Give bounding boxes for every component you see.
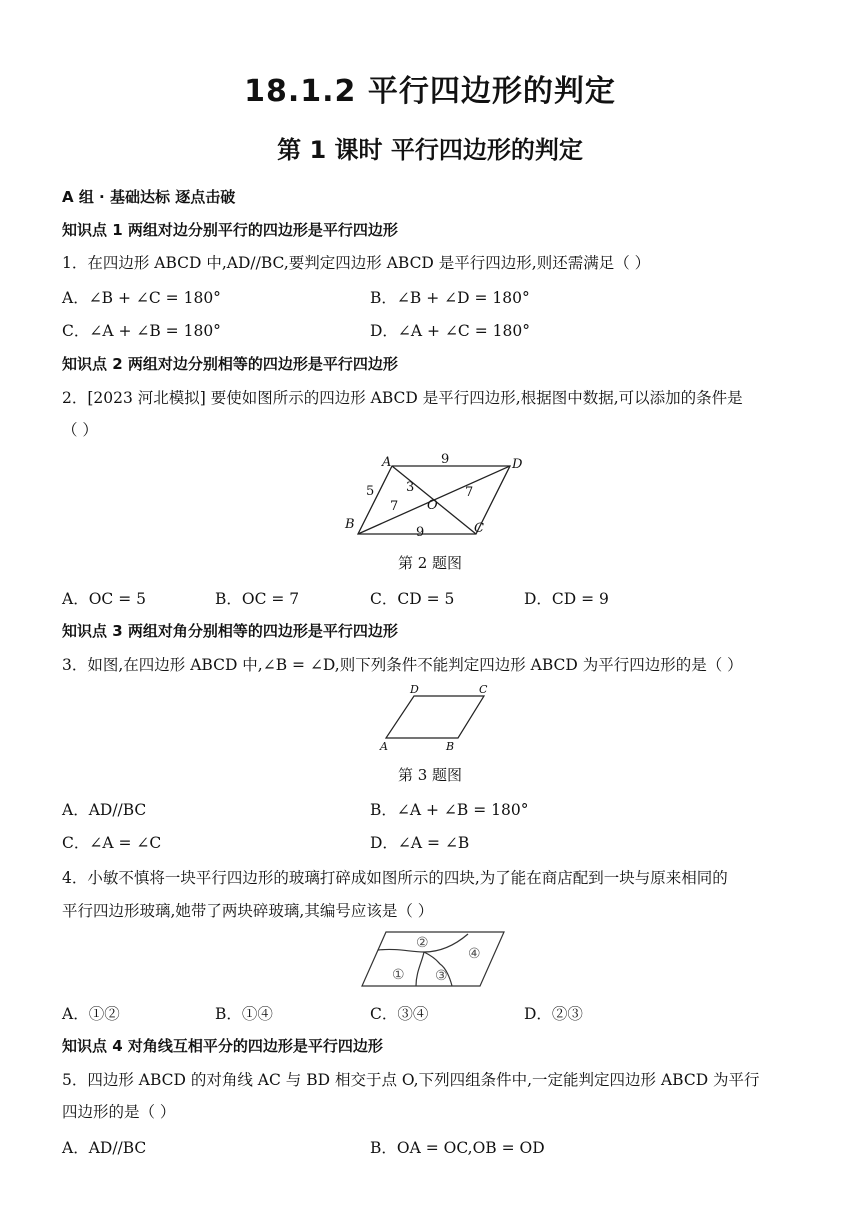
fig2-label-c: C	[474, 521, 484, 536]
fig2-length-ad: 9	[441, 452, 450, 467]
fig2-length-bo: 7	[390, 499, 399, 514]
knowledge-point-2-heading: 知识点 2 两组对边分别相等的四边形是平行四边形	[62, 355, 398, 373]
question-1-option-b: B．∠B + ∠D = 180°	[370, 289, 530, 307]
question-4-option-c: C．③④	[370, 1005, 429, 1023]
fig3-label-b: B	[446, 740, 455, 753]
knowledge-point-3-heading: 知识点 3 两组对角分别相等的四边形是平行四边形	[62, 622, 398, 640]
knowledge-point-1-heading: 知识点 1 两组对边分别平行的四边形是平行四边形	[62, 221, 398, 239]
page-title: 18.1.2 平行四边形的判定	[244, 74, 616, 109]
question-2-option-d: D．CD = 9	[524, 590, 609, 608]
question-3-option-d: D．∠A = ∠B	[370, 834, 470, 852]
question-1-option-a: A．∠B + ∠C = 180°	[62, 289, 221, 307]
fig3-label-a: A	[380, 740, 388, 753]
question-5-option-b: B．OA = OC,OB = OD	[370, 1139, 545, 1157]
question-2-option-b: B．OC = 7	[215, 590, 300, 608]
question-3-option-a: A．AD//BC	[62, 801, 147, 819]
question-4-option-b: B．①④	[215, 1005, 273, 1023]
question-1-text: 1．在四边形 ABCD 中,AD//BC,要判定四边形 ABCD 是平行四边形,则还需满足（ ）	[62, 254, 651, 272]
question-4-text-line-2: 平行四边形玻璃,她带了两块碎玻璃,其编号应该是（ ）	[62, 902, 434, 920]
fig3-label-c: C	[479, 683, 488, 696]
fig2-length-od: 7	[465, 485, 474, 500]
fig2-label-b: B	[345, 517, 355, 532]
fig4-piece-2: ②	[416, 935, 429, 951]
question-3-text: 3．如图,在四边形 ABCD 中,∠B = ∠D,则下列条件不能判定四边形 ABCD 为平行四边形的是（ ）	[62, 656, 743, 674]
question-2-option-c: C．CD = 5	[370, 590, 455, 608]
fig2-length-bc: 9	[416, 525, 425, 540]
question-5-option-a: A．AD//BC	[62, 1139, 147, 1157]
question-4-figure	[358, 928, 510, 992]
question-3-option-c: C．∠A = ∠C	[62, 834, 162, 852]
knowledge-point-4-heading: 知识点 4 对角线互相平分的四边形是平行四边形	[62, 1037, 383, 1055]
question-3-figure-caption: 第 3 题图	[397, 766, 463, 784]
group-heading: A 组 · 基础达标 逐点击破	[62, 188, 236, 206]
fig3-label-d: D	[410, 683, 419, 696]
fig4-piece-4: ④	[468, 946, 481, 962]
question-3-option-b: B．∠A + ∠B = 180°	[370, 801, 529, 819]
question-4-option-d: D．②③	[524, 1005, 583, 1023]
question-4-text-line-1: 4．小敏不慎将一块平行四边形的玻璃打碎成如图所示的四块,为了能在商店配到一块与原来相同的	[62, 869, 728, 887]
fig2-label-a: A	[382, 455, 392, 470]
question-4-option-a: A．①②	[62, 1005, 120, 1023]
fig4-piece-3: ③	[435, 968, 448, 984]
question-1-option-c: C．∠A + ∠B = 180°	[62, 322, 221, 340]
fig2-length-ab: 5	[366, 484, 375, 499]
question-5-text-line-2: 四边形的是（ ）	[62, 1103, 176, 1121]
lesson-subtitle: 第 1 课时 平行四边形的判定	[277, 136, 583, 164]
question-2-text-line-1: 2．[2023 河北模拟] 要使如图所示的四边形 ABCD 是平行四边形,根据图中数据,可以添加的条件是	[62, 389, 743, 407]
fig4-piece-1: ①	[392, 967, 405, 983]
question-2-text-line-2: （ ）	[62, 421, 98, 439]
question-2-figure-caption: 第 2 题图	[397, 554, 463, 572]
question-2-option-a: A．OC = 5	[62, 590, 146, 608]
fig2-length-ao: 3	[406, 480, 415, 495]
question-1-option-d: D．∠A + ∠C = 180°	[370, 322, 530, 340]
question-5-text-line-1: 5．四边形 ABCD 的对角线 AC 与 BD 相交于点 O,下列四组条件中,一定能判定四边形 ABCD 为平行	[62, 1071, 760, 1089]
question-2-figure	[340, 450, 530, 540]
question-3-figure	[378, 682, 498, 754]
fig2-label-o: O	[427, 498, 438, 513]
fig2-label-d: D	[512, 457, 523, 472]
